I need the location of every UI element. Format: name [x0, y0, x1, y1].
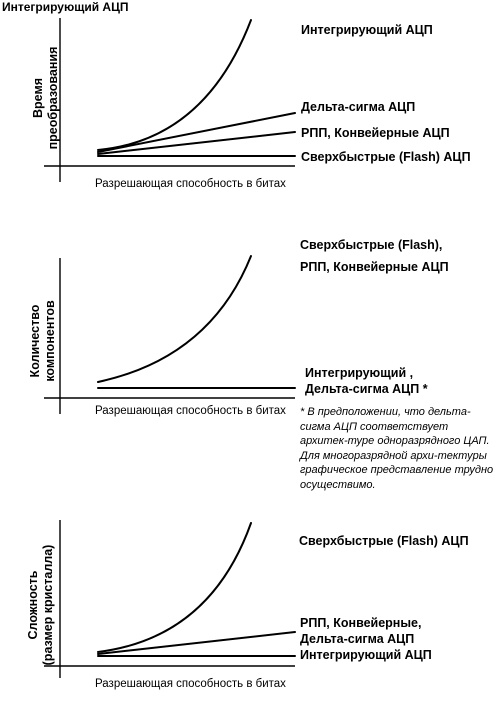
panel1-curve-sar-pipeline [98, 132, 295, 154]
panel2-curve-flash-sar-pipeline [98, 256, 251, 382]
panel2-label-upper-2: РПП, Конвейерные АЦП [300, 260, 449, 274]
panel3-curve-sar-pipeline-delta [98, 632, 295, 654]
panel3-x-label: Разрешающая способность в битах [95, 678, 286, 690]
panel2-y-label-line2: компонентов [43, 300, 57, 382]
panel2-y-label-line1: Количество [28, 304, 42, 378]
panel1-curve-integrating [98, 20, 251, 150]
top-partial-label: Интегрирующий АЦП [2, 0, 129, 14]
panel2-label-lower-1: Интегрирующий , [305, 366, 414, 380]
panel2-label-lower-2: Дельта-сигма АЦП * [305, 382, 428, 396]
panel3-curve-flash [98, 523, 251, 652]
panel1-x-label: Разрешающая способность в битах [95, 178, 286, 190]
panel1-label-integrating: Интегрирующий АЦП [301, 23, 433, 37]
panel1-label-flash: Сверхбыстрые (Flash) АЦП [301, 150, 471, 164]
panel3-label-integrating: Интегрирующий АЦП [300, 648, 432, 662]
panel3-label-flash: Сверхбыстрые (Flash) АЦП [299, 534, 469, 548]
panel2-x-label: Разрешающая способность в битах [95, 405, 286, 417]
panel1-y-label-line1: Время [31, 78, 45, 118]
panel1-label-sar-pipeline: РПП, Конвейерные АЦП [301, 126, 450, 140]
panel3-label-mid-2: Дельта-сигма АЦП [300, 632, 415, 646]
panel2-footnote: * В предположении, что дельта-сигма АЦП соответствует архитек-туре одноразрядного ЦАП. Для многоразрядной архи-тектуры графическое представление трудно осуществимо. [300, 406, 494, 491]
panel1-y-label-line2: преобразования [46, 46, 60, 150]
panel1-y-label [31, 38, 61, 158]
panel3-label-mid-1: РПП, Конвейерные, [300, 616, 422, 630]
panel3-y-label [26, 540, 56, 670]
panel2-label-upper-1: Сверхбыстрые (Flash), [300, 238, 443, 252]
panel3-y-label-line1: Сложность [26, 570, 40, 640]
panel3-y-label-line2: (размер кристалла) [41, 544, 55, 666]
panel1-label-delta-sigma: Дельта-сигма АЦП [301, 100, 416, 114]
panel2-y-label [28, 286, 58, 396]
panel1-curve-delta-sigma [98, 113, 295, 152]
